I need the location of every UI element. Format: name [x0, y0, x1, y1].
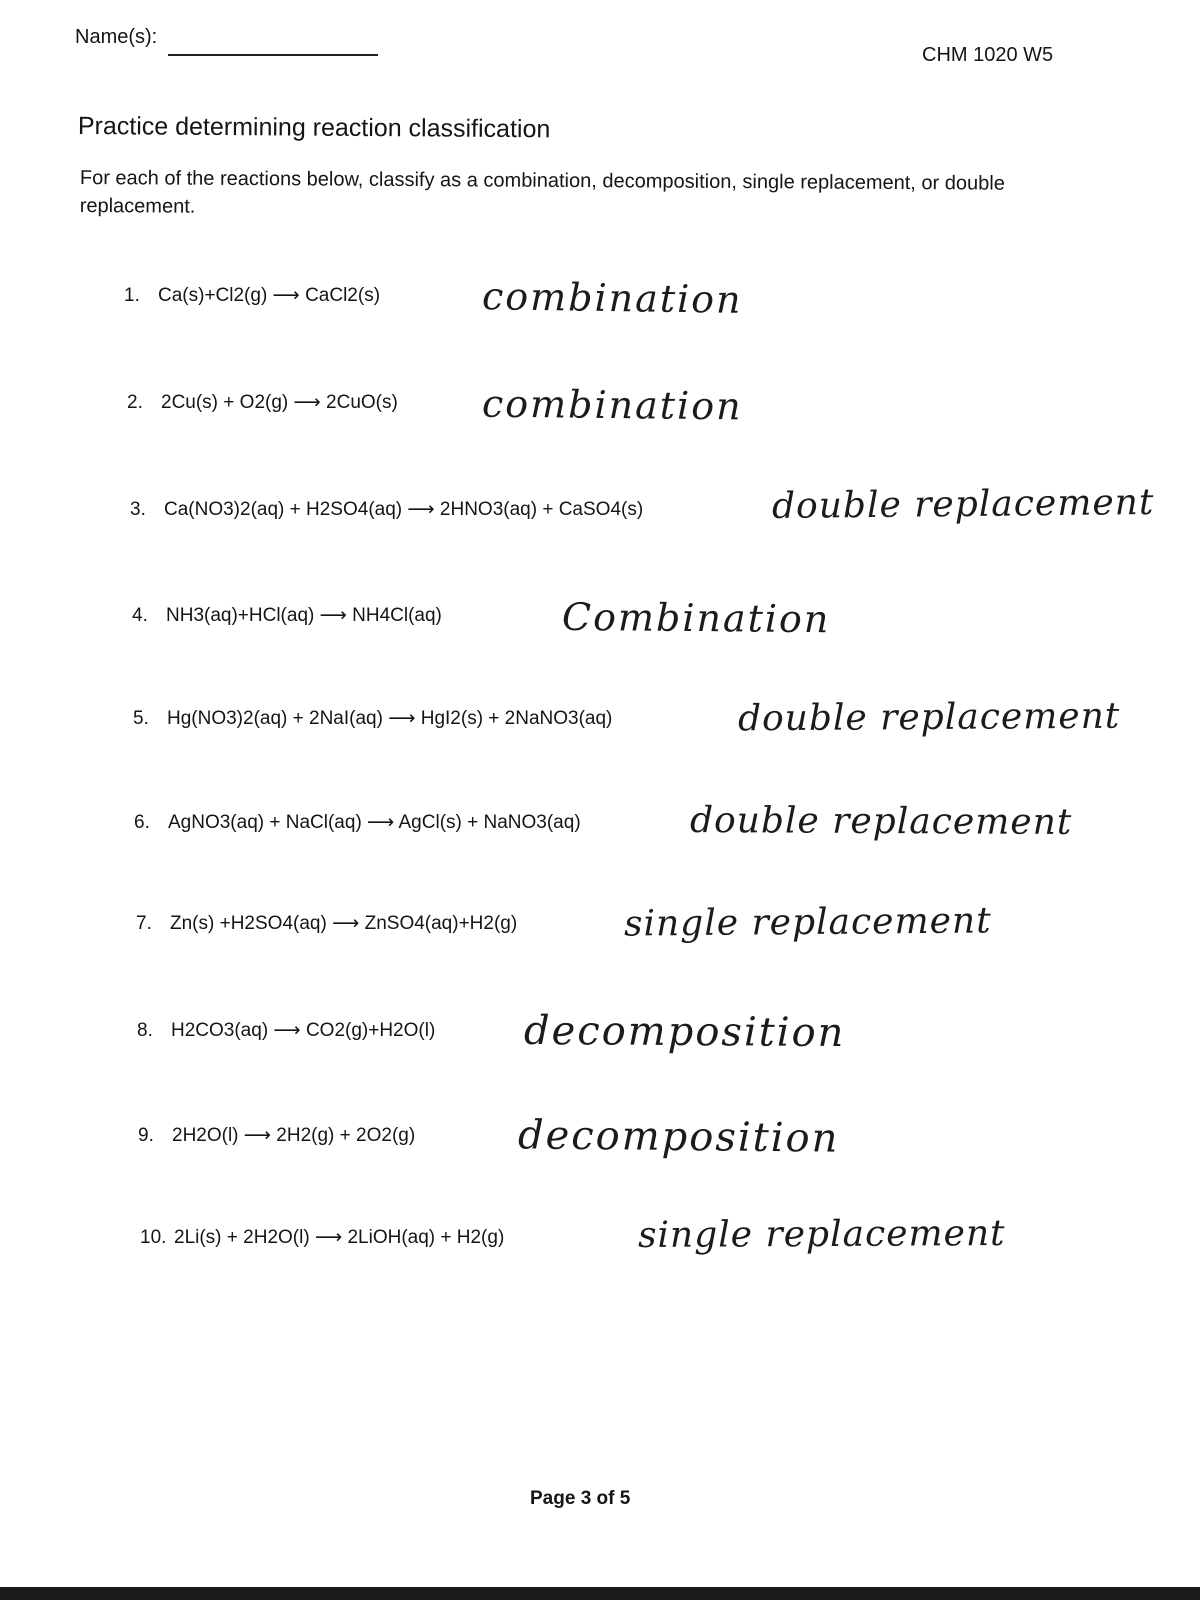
reaction-item-9 — [0, 1110, 1200, 1170]
reaction-equation: 2Cu(s) + O2(g) ⟶ 2CuO(s) — [161, 392, 398, 413]
reaction-number: 6. — [134, 812, 150, 833]
reaction-number: 1. — [124, 285, 140, 306]
handwritten-answer: double replacement — [737, 695, 1121, 740]
reaction-number: 5. — [133, 708, 149, 729]
handwritten-answer: decomposition — [523, 1007, 846, 1057]
reaction-equation: H2CO3(aq) ⟶ CO2(g)+H2O(l) — [171, 1020, 436, 1041]
reaction-equation: Zn(s) +H2SO4(aq) ⟶ ZnSO4(aq)+H2(g) — [170, 913, 518, 934]
handwritten-answer: Combination — [561, 594, 831, 642]
reaction-item-6 — [0, 797, 1200, 857]
reaction-equation: Hg(NO3)2(aq) + 2NaI(aq) ⟶ HgI2(s) + 2NaNO3(aq) — [167, 708, 613, 729]
reaction-equation: Ca(NO3)2(aq) + H2SO4(aq) ⟶ 2HNO3(aq) + CaSO4(s) — [164, 499, 644, 520]
handwritten-answer: double replacement — [689, 799, 1073, 844]
handwritten-answer: combination — [481, 274, 743, 322]
reaction-item-1 — [0, 270, 1200, 330]
reaction-equation: NH3(aq)+HCl(aq) ⟶ NH4Cl(aq) — [166, 605, 442, 626]
reaction-number: 8. — [137, 1020, 153, 1041]
reaction-equation: AgNO3(aq) + NaCl(aq) ⟶ AgCl(s) + NaNO3(aq) — [168, 812, 581, 833]
reaction-number: 2. — [127, 392, 143, 413]
reaction-item-10 — [0, 1212, 1200, 1272]
reaction-item-7 — [0, 898, 1200, 958]
reaction-number: 3. — [130, 499, 146, 520]
name-blank-line — [168, 54, 378, 56]
reaction-number: 4. — [132, 605, 148, 626]
reaction-item-5 — [0, 693, 1200, 753]
course-code: CHM 1020 W5 — [922, 44, 1054, 66]
reaction-item-8 — [0, 1005, 1200, 1065]
reaction-equation: Ca(s)+Cl2(g) ⟶ CaCl2(s) — [158, 285, 381, 306]
reaction-equation: 2H2O(l) ⟶ 2H2(g) + 2O2(g) — [172, 1125, 416, 1146]
reaction-item-4 — [0, 590, 1200, 650]
scan-edge-shadow — [0, 1587, 1200, 1600]
reaction-item-3 — [0, 481, 1200, 544]
reaction-number: 9. — [138, 1125, 154, 1146]
handwritten-answer: combination — [481, 381, 743, 429]
reaction-equation: 2Li(s) + 2H2O(l) ⟶ 2LiOH(aq) + H2(g) — [174, 1227, 505, 1248]
handwritten-answer: single replacement — [623, 900, 992, 945]
handwritten-answer: double replacement — [771, 481, 1155, 528]
reaction-number: 7. — [136, 913, 152, 934]
reaction-item-2 — [0, 377, 1200, 437]
handwritten-answer: decomposition — [517, 1112, 840, 1162]
instructions: For each of the reactions below, classify as a combination, decomposition, single replacement, or double replacement. — [79, 166, 1005, 218]
name-label: Name(s): — [75, 26, 158, 48]
worksheet-title: Practice determining reaction classification — [77, 112, 551, 144]
handwritten-answer: single replacement — [637, 1213, 1006, 1256]
reaction-number: 10. — [140, 1227, 167, 1248]
page-number: Page 3 of 5 — [530, 1488, 631, 1509]
